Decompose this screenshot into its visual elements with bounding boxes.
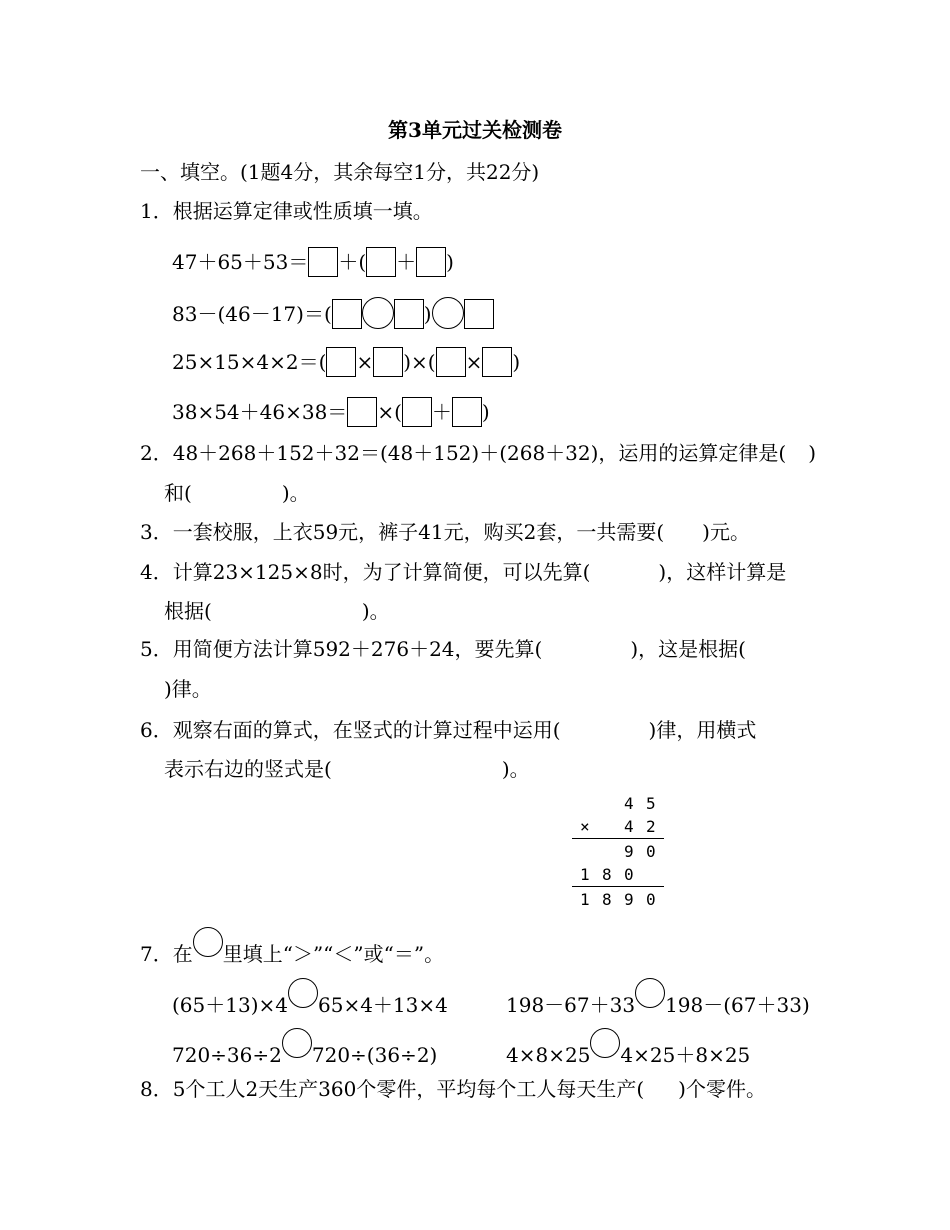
question-7-stem: 7．在 里填上“＞”“＜”或“＝”。 [140,927,444,968]
question-4-line-2: 根据( )。 [164,599,390,623]
q1-b-expr: 83－(46－17)＝( [172,302,332,326]
compare-circle[interactable] [282,1028,312,1058]
compare-circle[interactable] [288,978,318,1008]
answer-box[interactable] [394,299,424,329]
q1-a-expr: 47＋65＋53＝ [172,250,309,274]
question-8: 8．5个工人2天生产360个零件，平均每个工人每天生产( )个零件。 [140,1077,766,1101]
compare-circle[interactable] [635,978,665,1008]
plus-sign: ＋ [396,250,417,274]
answer-box[interactable] [373,347,403,377]
paren: ) [446,250,454,274]
plus-sign: ＋ [431,400,452,424]
q1-c-expr: 25×15×4×2＝( [172,350,327,374]
vertical-row-multiplier: × 4 2 [580,817,656,836]
times-sign: × [580,817,590,836]
question-4-line-1: 4．计算23×125×8时，为了计算简便，可以先算( )，这样计算是 [140,560,787,584]
question-6-line-2: 表示右边的竖式是( )。 [164,757,530,781]
times-sign: × [377,400,395,424]
answer-box[interactable] [402,397,432,427]
section-heading: 一、填空。(1题4分，其余每空1分，共22分) [140,160,540,184]
question-2-line-1: 2．48＋268＋152＋32＝(48＋152)＋(268＋32)，运用的运算定律是( ) [140,441,817,465]
vertical-multiplication [566,792,666,911]
paren: ( [394,400,402,424]
paren: )×( [403,350,436,374]
answer-box[interactable] [347,397,377,427]
question-3: 3．一套校服，上衣59元，裤子41元，购买2套，一共需要( )元。 [140,520,750,544]
operator-circle[interactable] [432,297,464,329]
page-title: 第3单元过关检测卷 [388,118,562,142]
q1-line-c [172,347,520,377]
plus-sign: ＋ [338,250,359,274]
answer-box[interactable] [308,247,338,277]
answer-box[interactable] [326,347,356,377]
paren: ) [423,302,432,326]
answer-box[interactable] [436,347,466,377]
example-circle [193,927,223,957]
q1-line-a [172,247,454,277]
question-6-line-1: 6．观察右面的算式，在竖式的计算过程中运用( )律，用横式 [140,718,757,742]
q1-d-expr: 38×54＋46×38＝ [172,400,348,424]
question-5-line-1: 5．用简便方法计算592＋276＋24，要先算( )，这是根据( [140,637,746,661]
answer-box[interactable] [332,299,362,329]
times-sign: × [465,350,483,374]
paren: ) [512,350,521,374]
compare-circle[interactable] [590,1028,620,1058]
vertical-row-multiplicand: 4 5 [624,794,656,813]
q7-item-3: 720÷36÷2 720÷(36÷2) [172,1028,437,1069]
q7-item-1: (65＋13)×4 65×4＋13×4 [172,978,448,1019]
answer-box[interactable] [452,397,482,427]
paren: ) [481,400,490,424]
answer-box[interactable] [366,247,396,277]
vertical-row-partial-2: 1 8 0 [580,865,634,884]
question-2-line-2: 和( )。 [164,481,310,505]
q7-item-4: 4×8×25 4×25＋8×25 [506,1028,750,1069]
question-5-line-2: )律。 [164,677,212,701]
times-sign: × [356,350,374,374]
operator-circle[interactable] [362,297,394,329]
answer-box[interactable] [482,347,512,377]
paren: ( [358,250,367,274]
divider-line [572,886,664,887]
q1-line-b [172,297,494,329]
vertical-row-partial-1: 9 0 [624,842,656,861]
answer-box[interactable] [416,247,446,277]
divider-line [572,838,664,839]
vertical-row-product: 1 8 9 0 [580,890,656,909]
question-1-stem: 1．根据运算定律或性质填一填。 [140,199,433,223]
q1-line-d [172,397,490,427]
answer-box[interactable] [464,299,494,329]
q7-item-2: 198－67＋33 198－(67＋33) [506,978,810,1019]
